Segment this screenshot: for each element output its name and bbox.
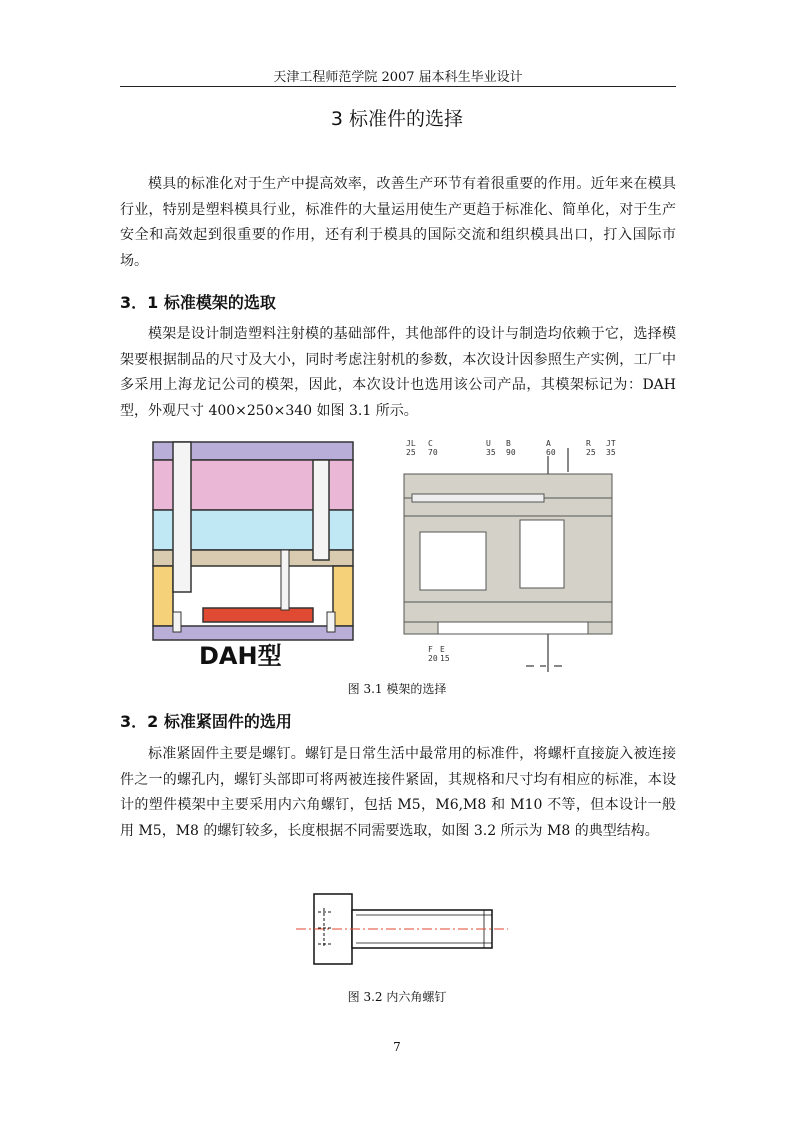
dim-value-b: 90 <box>506 448 516 457</box>
chapter-title: 3 标准件的选择 <box>330 108 464 130</box>
section-heading-3-2: 3．2 标准紧固件的选用 <box>120 712 292 731</box>
figure-3-2-caption: 图 3.2 内六角螺钉 <box>347 990 447 1004</box>
mold-outline-core <box>420 532 486 590</box>
dim-code-r: R <box>586 439 591 448</box>
mold-outline-guide-rod <box>412 494 544 502</box>
mold-outline-bottom-slot <box>438 622 588 634</box>
mold-return-pin <box>281 550 289 610</box>
mold-base-figure <box>147 436 367 672</box>
dim-code-jt: JT <box>606 439 616 448</box>
mold-type-label: DAH型 <box>199 642 282 670</box>
page-number: 7 <box>393 1040 401 1054</box>
dim-code-u: U <box>486 439 491 448</box>
dim-code-jl: JL <box>406 439 416 448</box>
mold-screw-left <box>173 612 181 632</box>
mold-left-spacer <box>153 566 173 626</box>
page-header: 天津工程师范学院 2007 届本科生毕业设计 <box>273 70 523 85</box>
mold-screw-right <box>327 612 335 632</box>
mold-ejector-plate <box>203 608 313 622</box>
figure-3-1-caption: 图 3.1 模架的选择 <box>347 682 447 696</box>
mold-right-spacer <box>333 566 353 626</box>
dim-code-b: B <box>506 439 511 448</box>
dim-value-r: 25 <box>586 448 596 457</box>
mold-guide-pillar-right <box>313 460 329 560</box>
mold-dimension-figure <box>398 436 638 672</box>
mold-guide-pillar-left <box>173 442 191 592</box>
section-3-2-paragraph: 标准紧固件主要是螺钉。螺钉是日常生活中最常用的标准件，将螺杆直接旋入被连接件之一的螺孔内，螺钉头部即可将两被连接件紧固，其规格和尺寸均有相应的标准，本设计的塑件模架中主要采用内六角螺钉，包括 M5，M6,M8 和 M10 不等，但本设计一般用 M5，M8 的螺钉较多，长度根据不同需要选取，如图 3.2 所示为 M8 的典型结构。 <box>120 746 676 839</box>
section-3-1-paragraph: 模架是设计制造塑料注射模的基础部件，其他部件的设计与制造均依赖于它，选择模架要根据制品的尺寸及大小，同时考虑注射机的参数，本次设计因参照生产实例，工厂中多采用上海龙记公司的模架，因此，本次设计也选用该公司产品，其模架标记为：DAH 型，外观尺寸 400×250×340 如图 3.1 所示。 <box>120 326 676 419</box>
dim-value-c: 70 <box>428 448 438 457</box>
dim-code-f: F <box>428 645 433 654</box>
dim-code-c: C <box>428 439 433 448</box>
section-heading-3-1: 3．1 标准模架的选取 <box>120 293 276 312</box>
dim-value-jt: 35 <box>606 448 616 457</box>
dim-value-jl: 25 <box>406 448 416 457</box>
dim-value-u: 35 <box>486 448 496 457</box>
intro-paragraph: 模具的标准化对于生产中提高效率，改善生产环节有着很重要的作用。近年来在模具行业，特别是塑料模具行业，标准件的大量运用使生产更趋于标准化、简单化，对于生产安全和高效起到很重要的作用，还有利于模具的国际交流和组织模具出口，打入国际市场。 <box>120 176 676 269</box>
dim-value-e: 15 <box>440 654 450 663</box>
dim-code-a: A <box>546 439 551 448</box>
mold-bottom-plate <box>153 626 353 640</box>
hex-socket-screw-figure <box>292 888 512 970</box>
dim-value-f: 20 <box>428 654 438 663</box>
mold-outline-cavity <box>520 520 564 588</box>
dim-code-e: E <box>440 645 445 654</box>
dim-value-a: 60 <box>546 448 556 457</box>
header-rule <box>120 86 676 87</box>
